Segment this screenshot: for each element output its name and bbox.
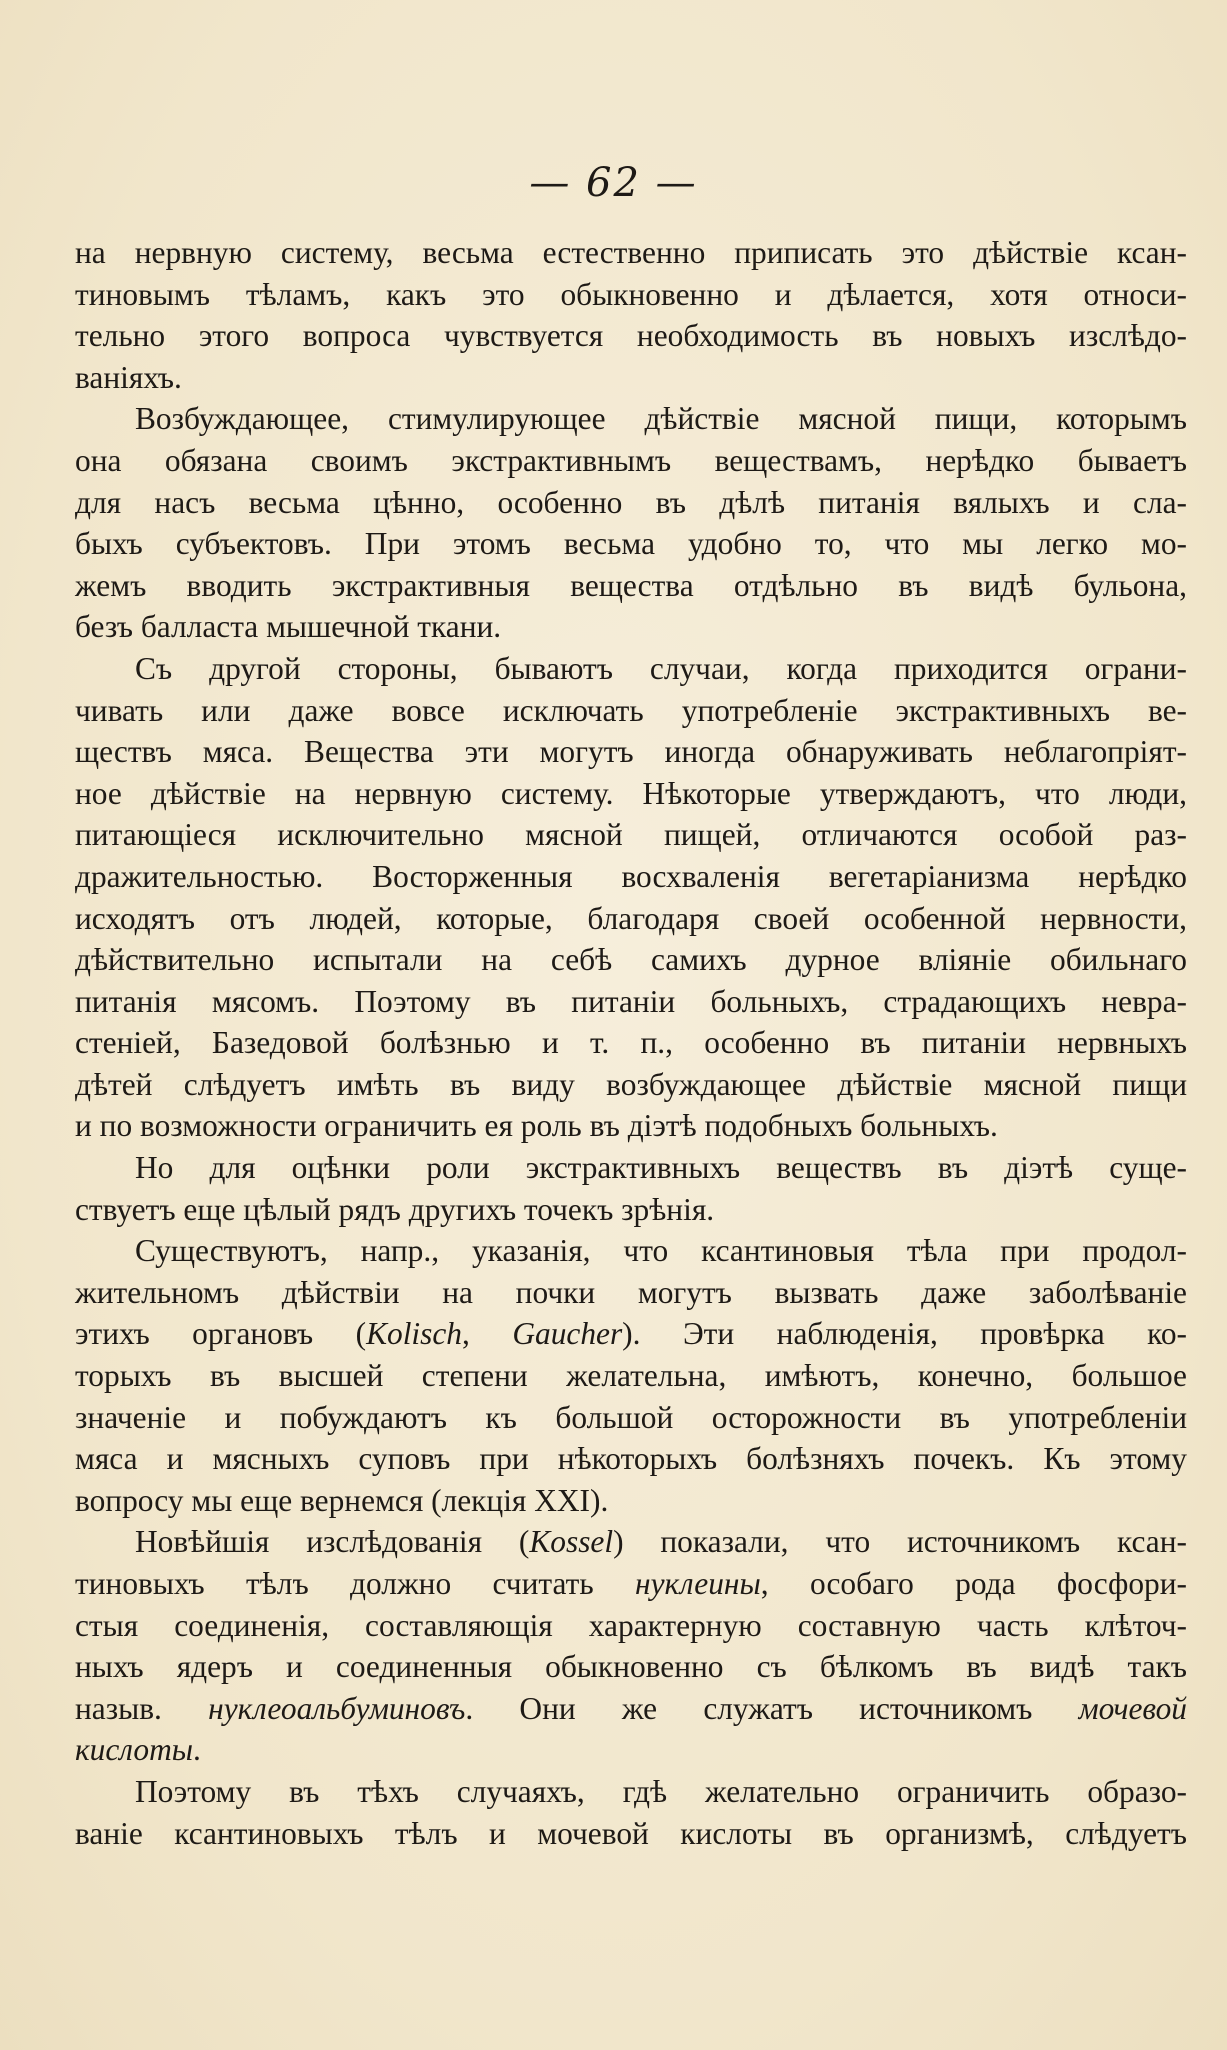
- page-number: — 62 —: [529, 160, 698, 206]
- text-line: вопросу мы еще вернемся (лекція XXI).: [75, 1482, 609, 1518]
- line-segment: .: [193, 1732, 201, 1768]
- text-line: ствуетъ еще цѣлый рядъ другихъ точекъ зрѣнія.: [75, 1191, 715, 1227]
- line-segment: тиновыхъ тѣлъ должно считать: [75, 1566, 636, 1601]
- text-line: ваніе ксантиновыхъ тѣлъ и мочевой кислоты въ организмѣ, слѣдуетъ: [75, 1815, 1187, 1851]
- text-line: [75, 1688, 1187, 1730]
- text-line: питанія мясомъ. Поэтому въ питаніи больныхъ, страдающихъ невра-: [75, 983, 1187, 1019]
- line-segment: , особаго рода фосфори-: [760, 1566, 1187, 1601]
- line-segment: этихъ органовъ (: [75, 1316, 367, 1352]
- text-line: Поэтому въ тѣхъ случаяхъ, гдѣ желательно ограничить образо-: [135, 1773, 1187, 1809]
- text-line: стыя соединенія, составляющія характерную составную часть клѣточ-: [75, 1607, 1187, 1643]
- author-name: Gaucher: [512, 1316, 623, 1352]
- text-line: [75, 1313, 1187, 1355]
- term: мочевой: [1078, 1690, 1187, 1726]
- text-line: жительномъ дѣйствіи на почки могутъ вызвать даже заболѣваніе: [75, 1274, 1187, 1310]
- line-segment: . Они же служатъ источникомъ: [465, 1690, 1079, 1726]
- text-line: стеніей, Базедовой болѣзнью и т. п., особенно въ питаніи нервныхъ: [75, 1025, 1187, 1061]
- text-line: Существуютъ, напр., указанія, что ксантиновыя тѣла при продол-: [135, 1233, 1187, 1269]
- text-line: тиновымъ тѣламъ, какъ это обыкновенно и дѣлается, хотя относи-: [75, 276, 1187, 312]
- text-line: безъ балласта мышечной ткани.: [75, 609, 502, 645]
- text-line: [75, 1521, 1187, 1563]
- text-line: дражительностью. Восторженныя восхваленія вегетаріанизма нерѣдко: [75, 858, 1187, 894]
- line-segment: Новѣйшія изслѣдованія (: [135, 1524, 530, 1560]
- text-line: ныхъ ядеръ и соединенныя обыкновенно съ бѣлкомъ въ видѣ такъ: [75, 1649, 1187, 1685]
- text-line: ществъ мяса. Вещества эти могутъ иногда обнаруживать неблагопріят-: [75, 734, 1187, 770]
- text-line: для насъ весьма цѣнно, особенно въ дѣлѣ питанія вялыхъ и сла-: [75, 484, 1187, 520]
- text-line: [75, 1563, 1187, 1605]
- text-line: жемъ вводить экстрактивныя вещества отдѣльно въ видѣ бульона,: [75, 567, 1187, 603]
- text-line: на нервную систему, весьма естественно приписать это дѣйствіе ксан-: [75, 235, 1187, 270]
- text-line: и по возможности ограничить ея роль въ діэтѣ подобныхъ больныхъ.: [75, 1108, 998, 1144]
- text-line: питающіеся исключительно мясной пищей, отличаются особой раз-: [75, 817, 1187, 853]
- term: кислоты: [75, 1732, 194, 1768]
- text-line: она обязана своимъ экстрактивнымъ веществамъ, нерѣдко бываетъ: [75, 442, 1187, 478]
- text-line: ваніяхъ.: [75, 359, 182, 395]
- body-text: [75, 232, 1187, 1854]
- line-segment: ,: [462, 1316, 513, 1352]
- text-line: [75, 1729, 1187, 1771]
- text-line: мяса и мясныхъ суповъ при нѣкоторыхъ болѣзняхъ почекъ. Къ этому: [75, 1441, 1187, 1477]
- line-segment: ) показали, что источникомъ ксан-: [613, 1524, 1187, 1560]
- line-segment: назыв.: [75, 1690, 209, 1726]
- author-name: Kossel: [529, 1524, 614, 1560]
- text-line: чивать или даже вовсе исключать употребленіе экстрактивныхъ ве-: [75, 692, 1187, 728]
- text-line: тельно этого вопроса чувствуется необходимость въ новыхъ изслѣдо-: [75, 318, 1187, 354]
- term: нуклеины: [635, 1566, 761, 1601]
- text-line: исходятъ отъ людей, которые, благодаря своей особенной нервности,: [75, 900, 1187, 936]
- term: нуклеоальбуминовъ: [208, 1690, 466, 1726]
- text-line: ное дѣйствіе на нервную систему. Нѣкоторые утверждаютъ, что люди,: [75, 775, 1187, 811]
- text-line: значеніе и побуждаютъ къ большой осторожности въ употребленіи: [75, 1399, 1187, 1435]
- text-line: торыхъ въ высшей степени желательна, имѣютъ, конечно, большое: [75, 1358, 1187, 1394]
- text-line: Возбуждающее, стимулирующее дѣйствіе мясной пищи, которымъ: [135, 401, 1187, 437]
- text-line: Съ другой стороны, бываютъ случаи, когда приходится ограни-: [135, 650, 1187, 686]
- text-line: дѣтей слѣдуетъ имѣть въ виду возбуждающее дѣйствіе мясной пищи: [75, 1066, 1187, 1102]
- author-name: Kolisch: [366, 1316, 462, 1352]
- text-line: быхъ субъектовъ. При этомъ весьма удобно то, что мы легко мо-: [75, 526, 1187, 562]
- text-line: Но для оцѣнки роли экстрактивныхъ веществъ въ діэтѣ суще-: [135, 1150, 1187, 1186]
- text-line: дѣйствительно испытали на себѣ самихъ дурное вліяніе обильнаго: [75, 942, 1187, 978]
- line-segment: ). Эти наблюденія, провѣрка ко-: [622, 1316, 1187, 1352]
